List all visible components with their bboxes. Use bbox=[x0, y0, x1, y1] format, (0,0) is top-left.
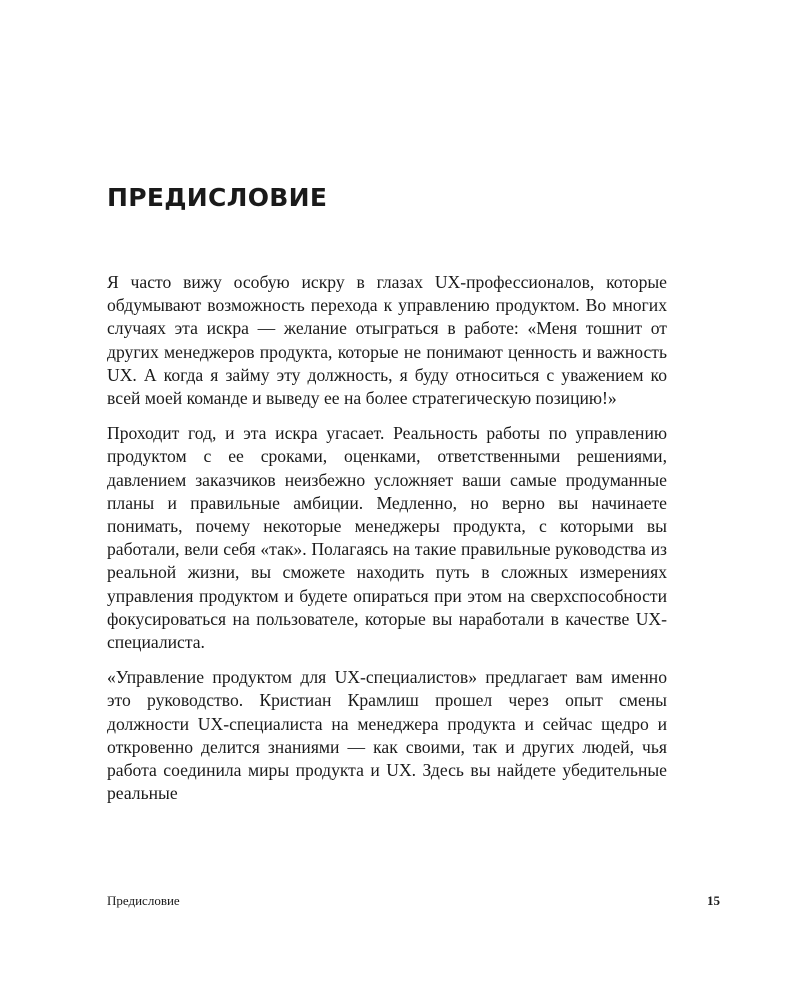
chapter-title: ПРЕДИСЛОВИЕ bbox=[107, 183, 328, 212]
page-number: 15 bbox=[707, 893, 720, 908]
paragraph-3: «Управление продуктом для UX-специалистов» предлагает вам именно это руководство. Кристиан Крамлиш прошел через опыт смены должности UX-специалиста на менеджера продукта и сейчас щедро и откровенно делится знаниями — как своими, так и других людей, чья работа соединила миры продукта и UX. Здесь вы найдете убедительные реальные bbox=[107, 667, 667, 804]
footer-running-title: Предисловие bbox=[107, 893, 180, 908]
paragraph-1: Я часто вижу особую искру в глазах UX-профессионалов, которые обдумывают возможность перехода к управлению продуктом. Во многих случаях эта искра — желание отыграться в работе: «Меня тошнит от других менеджеров продукта, которые не понимают ценность и важность UX. А когда я займу эту должность, я буду относиться с уважением ко всей моей команде и выведу ее на более стратегическую позицию!» bbox=[107, 272, 667, 409]
body-text bbox=[107, 271, 667, 817]
paragraph-2: Проходит год, и эта искра угасает. Реальность работы по управлению продуктом с ее сроками, оценками, ответственными решениями, давлением заказчиков неизбежно усложняет ваши самые продуманные планы и правильные амбиции. Медленно, но верно вы начинаете понимать, почему некоторые менеджеры продукта, с которыми вы работали, вели себя «так». Полагаясь на такие правильные руководства из реальной жизни, вы сможете находить путь в сложных измерениях управления продуктом и будете опираться при этом на сверхспособности фокусироваться на пользователе, которые вы наработали в качестве UX-специалиста. bbox=[107, 423, 667, 653]
